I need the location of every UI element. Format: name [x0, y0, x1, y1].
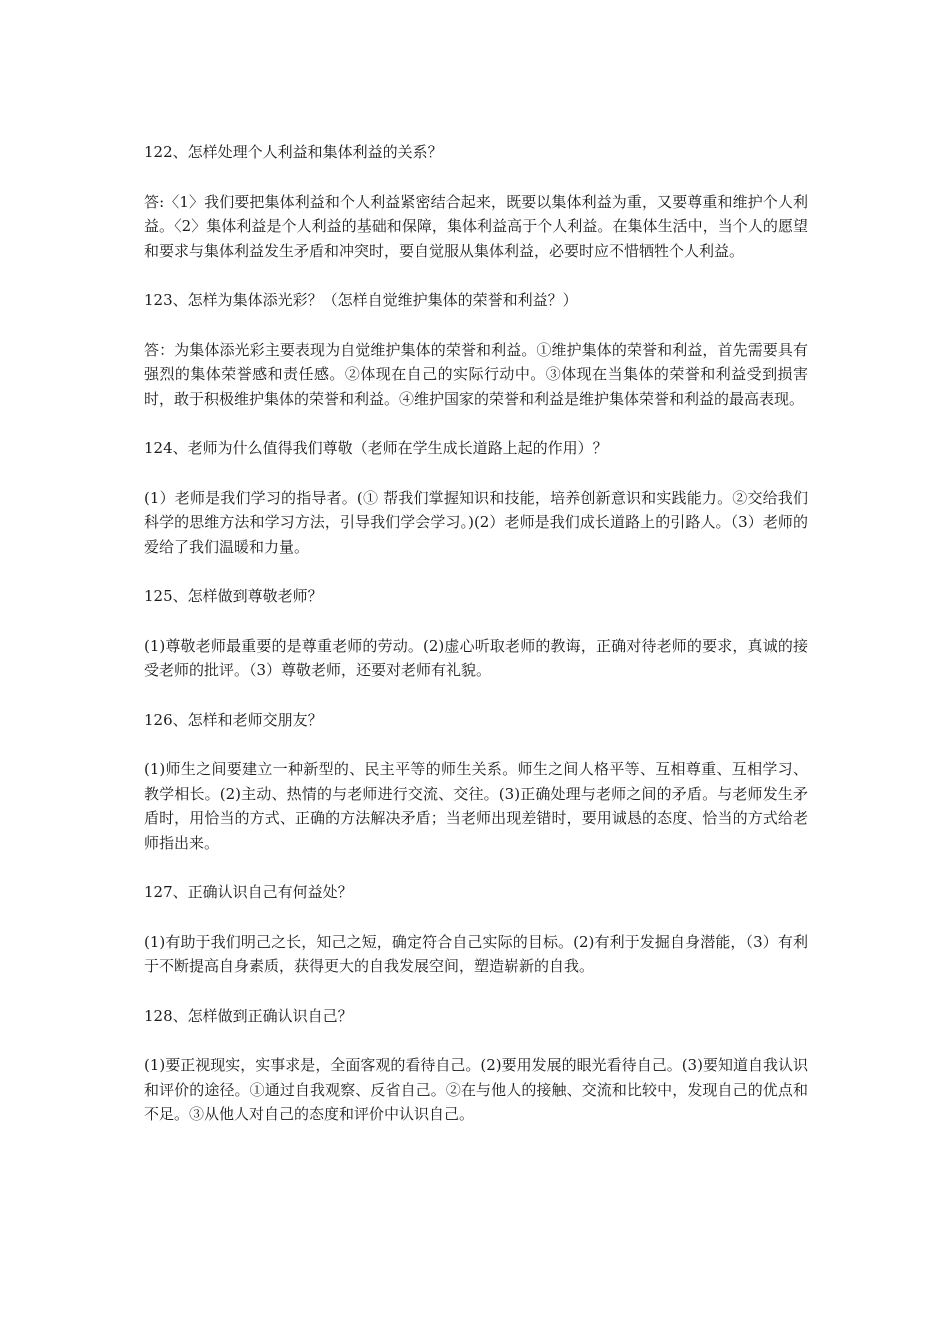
question-128: 128、怎样做到正确认识自己？ [144, 1006, 353, 1025]
answer-122: 答:〈1〉我们要把集体利益和个人利益紧密结合起来，既要以集体利益为重，又要尊重和维护个人利益。〈2〉集体利益是个人利益的基础和保障，集体利益高于个人利益。在集体生活中，当个人的愿望和要求与集体利益发生矛盾和冲突时，要自觉服从集体利益，必要时应不惜牺牲个人利益。 [144, 192, 808, 260]
question-127: 127、正确认识自己有何益处？ [144, 883, 353, 901]
question-122: 122、怎样处理个人利益和集体利益的关系？ [144, 143, 443, 161]
document-body [144, 140, 808, 1152]
question-126: 126、怎样和老师交朋友？ [144, 710, 323, 729]
answer-128: (1)要正视现实，实事求是，全面客观的看待自己。(2)要用发展的眼光看待自己。(3)要知道自我认识和评价的途径。①通过自我观察、反省自己。②在与他人的接触、交流和比较中，发现自己的优点和不足。③从他人对自己的态度和评价中认识自己。 [144, 1056, 808, 1123]
answer-127: (1)有助于我们明己之长，知己之短，确定符合自己实际的目标。(2)有利于发掘自身潜能，（3）有利于不断提高自身素质，获得更大的自我发展空间，塑造崭新的自我。 [144, 932, 808, 975]
answer-124: (1）老师是我们学习的指导者。(① 帮我们掌握知识和技能，培养创新意识和实践能力。②交给我们科学的思维方法和学习方法，引导我们学会学习。)(2）老师是我们成长道路上的引路人。（3）老师的爱给了我们温暖和力量。 [144, 488, 808, 556]
answer-125: (1)尊敬老师最重要的是尊重老师的劳动。(2)虚心听取老师的教诲，正确对待老师的要求，真诚的接受老师的批评。（3）尊敬老师，还要对老师有礼貌。 [144, 636, 808, 679]
answer-126: (1)师生之间要建立一种新型的、民主平等的师生关系。师生之间人格平等、互相尊重、互相学习、教学相长。(2)主动、热情的与老师进行交流、交往。(3)正确处理与老师之间的矛盾。与老师发生矛盾时，用恰当的方式、正确的方法解决矛盾；当老师出现差错时，要用诚恳的态度、恰当的方式给老师指出来。 [144, 760, 808, 852]
question-124: 124、老师为什么值得我们尊敬（老师在学生成长道路上起的作用）？ [144, 439, 608, 457]
answer-123: 答：为集体添光彩主要表现为自觉维护集体的荣誉和利益。①维护集体的荣誉和利益，首先需要具有强烈的集体荣誉感和责任感。②体现在自己的实际行动中。③体现在当集体的荣誉和利益受到损害时，敢于积极维护集体的荣誉和利益。④维护国家的荣誉和利益是维护集体荣誉和利益的最高表现。 [144, 340, 808, 408]
question-123: 123、怎样为集体添光彩？（怎样自觉维护集体的荣誉和利益？） [144, 291, 578, 309]
question-125: 125、怎样做到尊敬老师？ [144, 587, 323, 605]
